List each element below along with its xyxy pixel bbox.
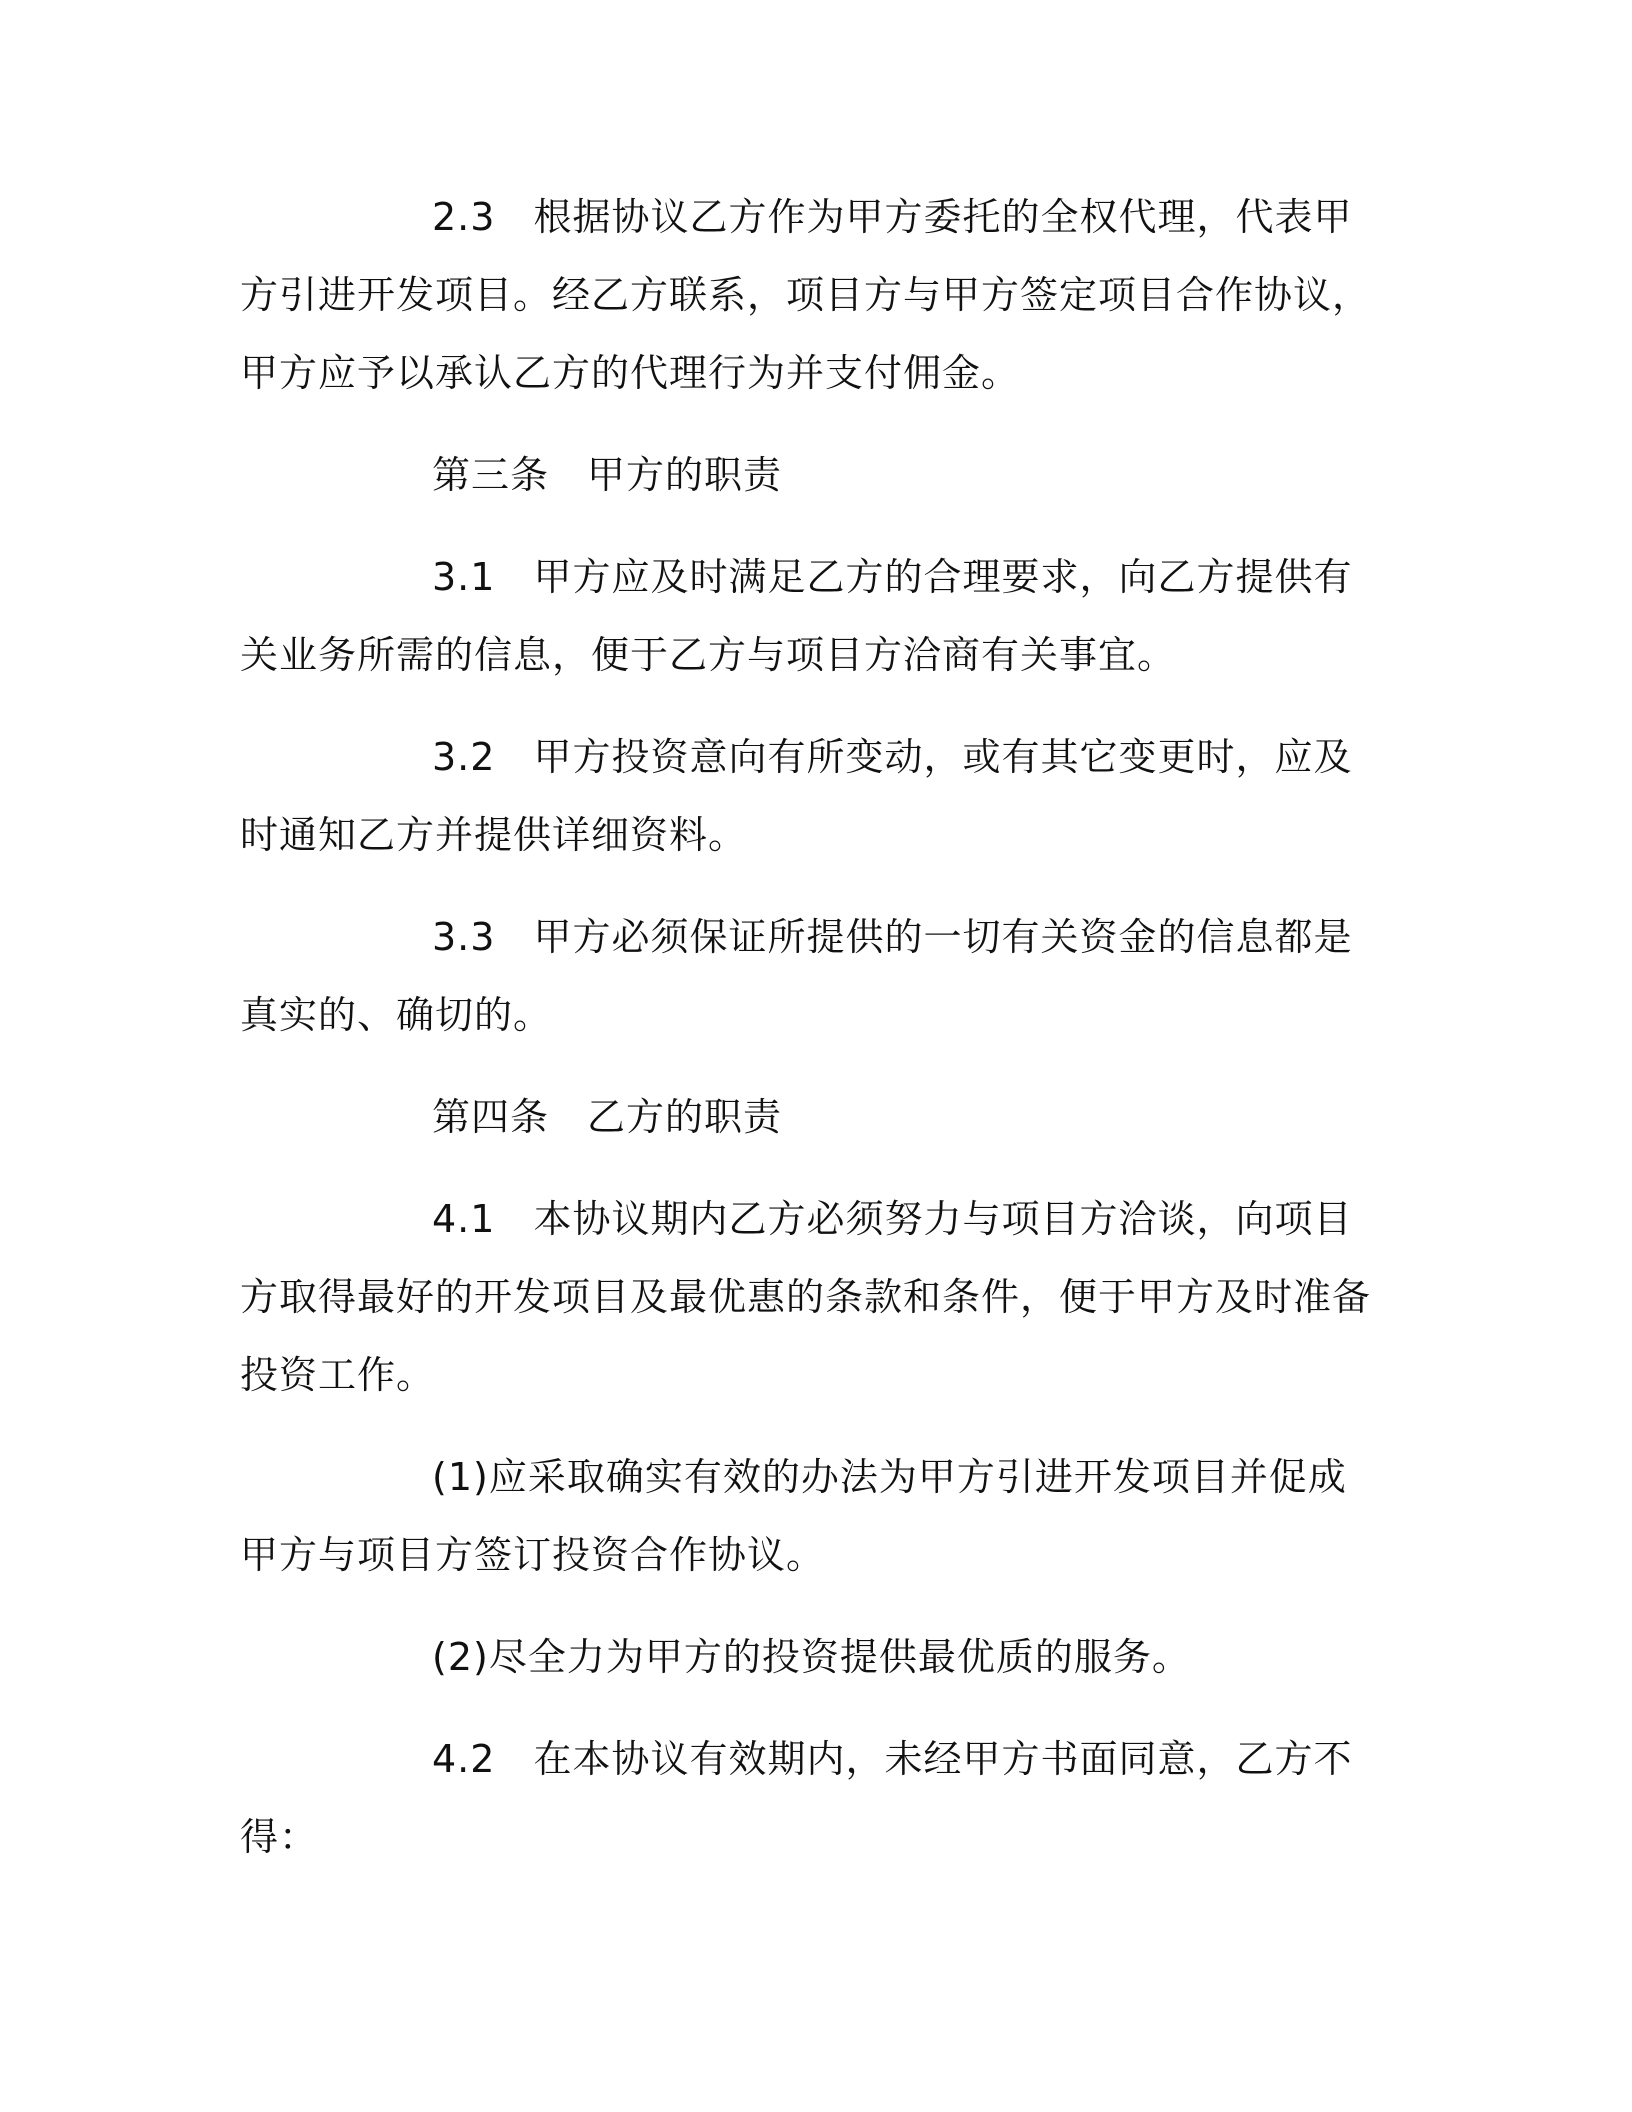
clause-number: 2.3 <box>432 195 496 239</box>
article-number: 第四条 <box>432 1095 550 1139</box>
clause-number: 3.3 <box>432 915 496 959</box>
sub-item-1 <box>240 1438 1380 1594</box>
clause-text: 根据协议乙方作为甲方委托的全权代理，代表甲方引进开发项目。经乙方联系，项目方与甲方签定项目合作协议，甲方应予以承认乙方的代理行为并支付佣金。 <box>240 195 1372 395</box>
clause-3-3 <box>240 898 1380 1054</box>
clause-text: 甲方投资意向有所变动，或有其它变更时，应及时通知乙方并提供详细资料。 <box>240 735 1353 857</box>
clause-3-2 <box>240 718 1380 874</box>
clause-number: 4.2 <box>432 1737 496 1781</box>
article-4-heading <box>240 1078 1380 1156</box>
article-title: 甲方的职责 <box>587 453 783 497</box>
clause-text: 本协议期内乙方必须努力与项目方洽谈，向项目方取得最好的开发项目及最优惠的条款和条件，便于甲方及时准备投资工作。 <box>240 1197 1372 1397</box>
item-text: 尽全力为甲方的投资提供最优质的服务。 <box>488 1635 1191 1679</box>
sub-item-2 <box>240 1618 1380 1696</box>
article-number: 第三条 <box>432 453 550 497</box>
clause-number: 4.1 <box>432 1197 496 1241</box>
article-title: 乙方的职责 <box>587 1095 783 1139</box>
clause-text: 在本协议有效期内，未经甲方书面同意，乙方不得： <box>240 1737 1353 1859</box>
item-number: (2) <box>432 1635 489 1679</box>
item-text: 应采取确实有效的办法为甲方引进开发项目并促成甲方与项目方签订投资合作协议。 <box>240 1455 1347 1577</box>
article-3-heading <box>240 436 1380 514</box>
clause-number: 3.1 <box>432 555 496 599</box>
item-number: (1) <box>432 1455 489 1499</box>
clause-4-1 <box>240 1180 1380 1414</box>
clause-4-2 <box>240 1720 1380 1876</box>
clause-text: 甲方应及时满足乙方的合理要求，向乙方提供有关业务所需的信息，便于乙方与项目方洽商有关事宜。 <box>240 555 1353 677</box>
clause-text: 甲方必须保证所提供的一切有关资金的信息都是真实的、确切的。 <box>240 915 1353 1037</box>
document-body <box>240 178 1380 1900</box>
clause-2-3 <box>240 178 1380 412</box>
clause-3-1 <box>240 538 1380 694</box>
clause-number: 3.2 <box>432 735 496 779</box>
